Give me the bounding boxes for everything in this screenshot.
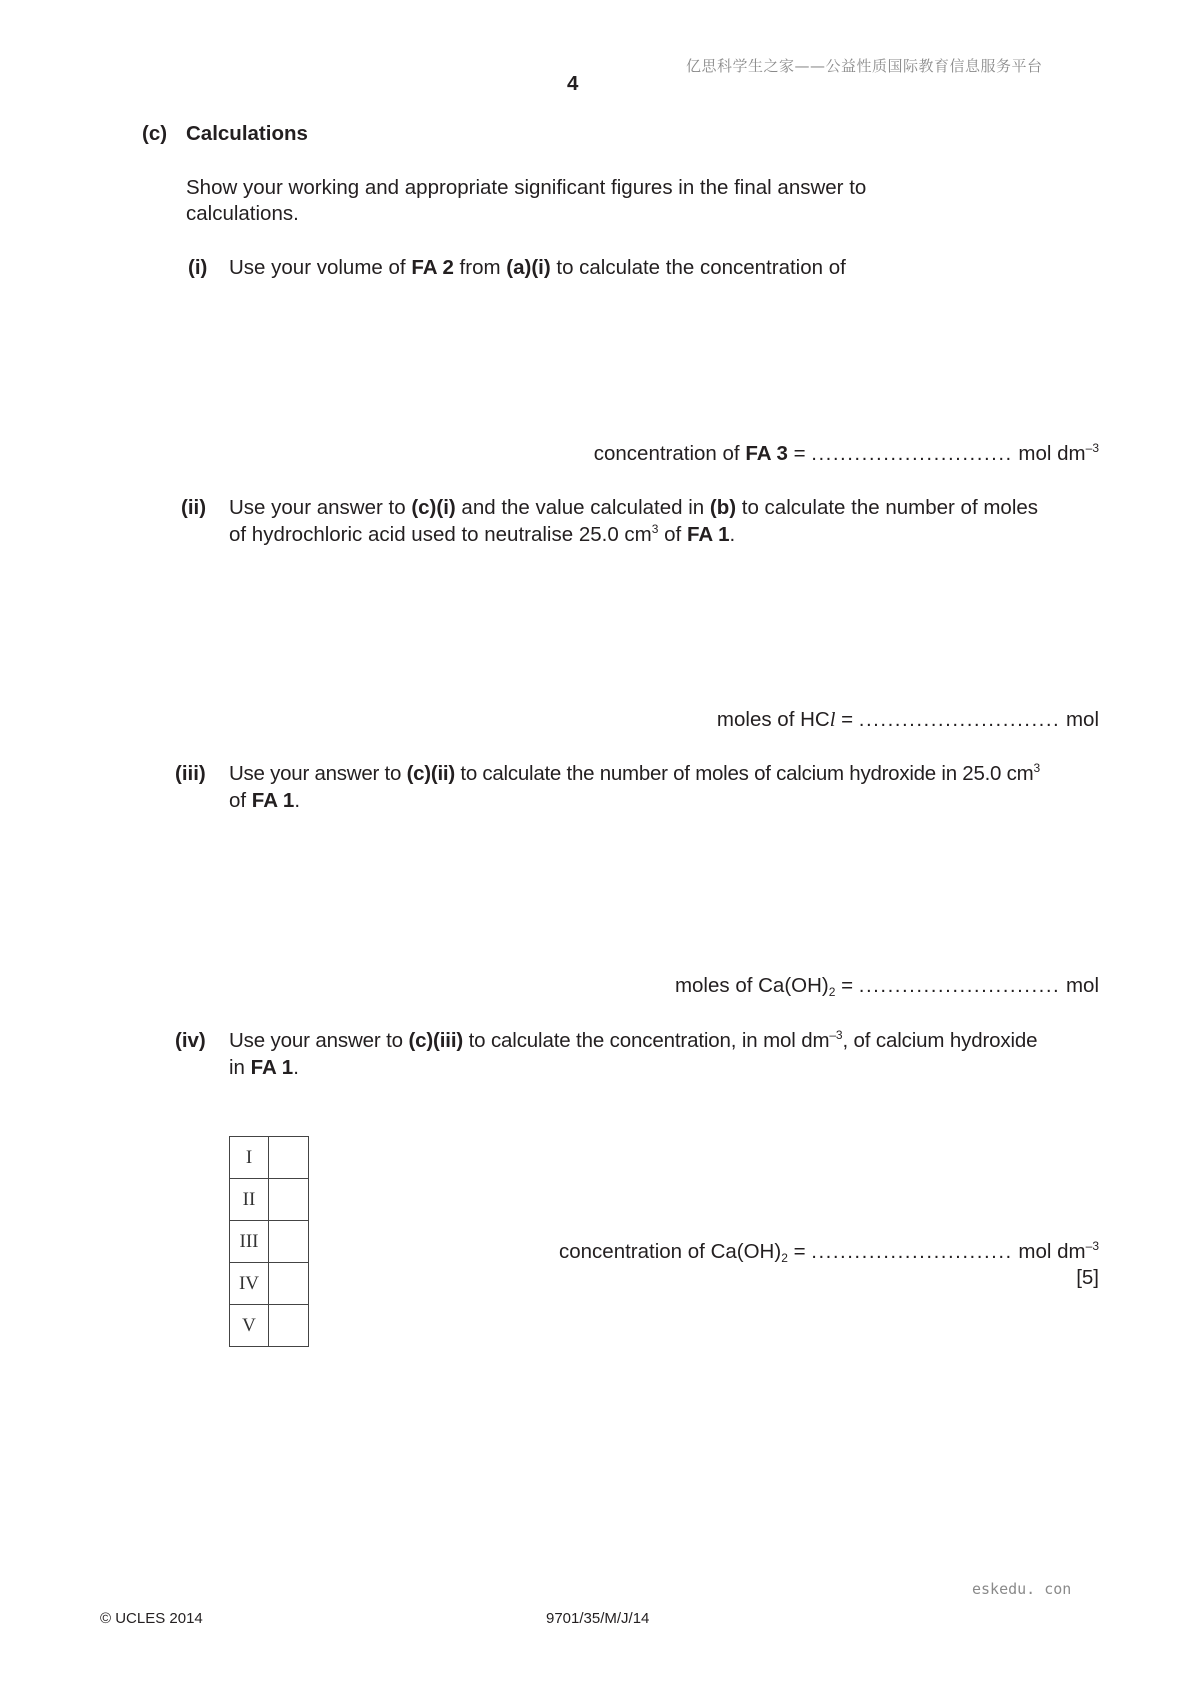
marks-total: [5] xyxy=(1076,1266,1099,1289)
question-iii-label: (iii) xyxy=(175,762,206,785)
answer-blank-iii[interactable]: ............................ xyxy=(858,974,1061,997)
grid-row xyxy=(230,1263,309,1305)
answer-blank-i[interactable]: ............................ xyxy=(811,442,1013,465)
header-watermark: 亿思科学生之家——公益性质国际教育信息服务平台 xyxy=(686,57,1043,75)
answer-blank-ii[interactable]: ............................ xyxy=(858,708,1061,731)
instructions-line-2: calculations. xyxy=(186,202,299,225)
grid-mark-box xyxy=(269,1221,309,1263)
grid-mark-box xyxy=(269,1179,309,1221)
question-ii-label: (ii) xyxy=(181,496,207,519)
grid-label: II xyxy=(230,1179,269,1221)
question-ii-line-1: Use your answer to (c)(i) and the value calculated in (b) to calculate the number of moles xyxy=(229,496,1039,519)
answer-line-iii: moles of $Ca(OH)_2$ = ............................ mol xyxy=(674,974,1099,999)
copyright: © UCLES 2014 xyxy=(100,1610,203,1627)
question-iv-label: (iv) xyxy=(175,1029,206,1052)
grid-mark-box xyxy=(269,1137,309,1179)
grid-label: I xyxy=(230,1137,269,1179)
section-label: (c) xyxy=(142,122,168,145)
grid-row xyxy=(230,1305,309,1347)
paper-code: 9701/35/M/J/14 xyxy=(546,1610,650,1627)
grid-row xyxy=(230,1179,309,1221)
question-ii-line-2: of hydrochloric acid used to neutralise 25.0 $cm^3$ of FA 1. xyxy=(229,522,736,546)
answer-line-i: concentration of FA 3 = ............................ mol $dm^{-3}$ xyxy=(593,441,1099,465)
question-iii-line-2: of FA 1. xyxy=(229,789,301,812)
section-title: Calculations xyxy=(186,122,308,145)
answer-blank-iv[interactable]: ............................ xyxy=(811,1240,1013,1263)
marking-grid xyxy=(229,1136,309,1347)
grid-row xyxy=(230,1137,309,1179)
grid-label: IV xyxy=(230,1263,269,1305)
footer-watermark: eskedu. con xyxy=(972,1580,1072,1598)
grid-mark-box xyxy=(269,1305,309,1347)
grid-row xyxy=(230,1221,309,1263)
grid-label: III xyxy=(230,1221,269,1263)
page-number: 4 xyxy=(567,72,579,95)
question-i-text: Use your volume of FA 2 from (a)(i) to calculate the concentration of xyxy=(229,256,846,279)
grid-label: V xyxy=(230,1305,269,1347)
question-iv-line-2: in FA 1. xyxy=(229,1056,299,1079)
answer-line-ii: moles of HCl = ............................ mol xyxy=(716,708,1099,731)
answer-line-iv: concentration of $Ca(OH)_2$ = ............................ mol $dm^{-3}$ xyxy=(559,1239,1099,1265)
question-iii-line-1: Use your answer to (c)(ii) to calculate the number of moles of calcium hydroxide in 25.0 $cm^3$ xyxy=(229,761,1040,785)
grid-mark-box xyxy=(269,1263,309,1305)
instructions-line-1: Show your working and appropriate significant figures in the final answer to xyxy=(186,176,867,199)
question-iv-line-1: Use your answer to (c)(iii) to calculate the concentration, in mol $dm^{-3}$, of calcium hydroxide xyxy=(229,1028,1038,1052)
question-i-label: (i) xyxy=(188,256,208,279)
